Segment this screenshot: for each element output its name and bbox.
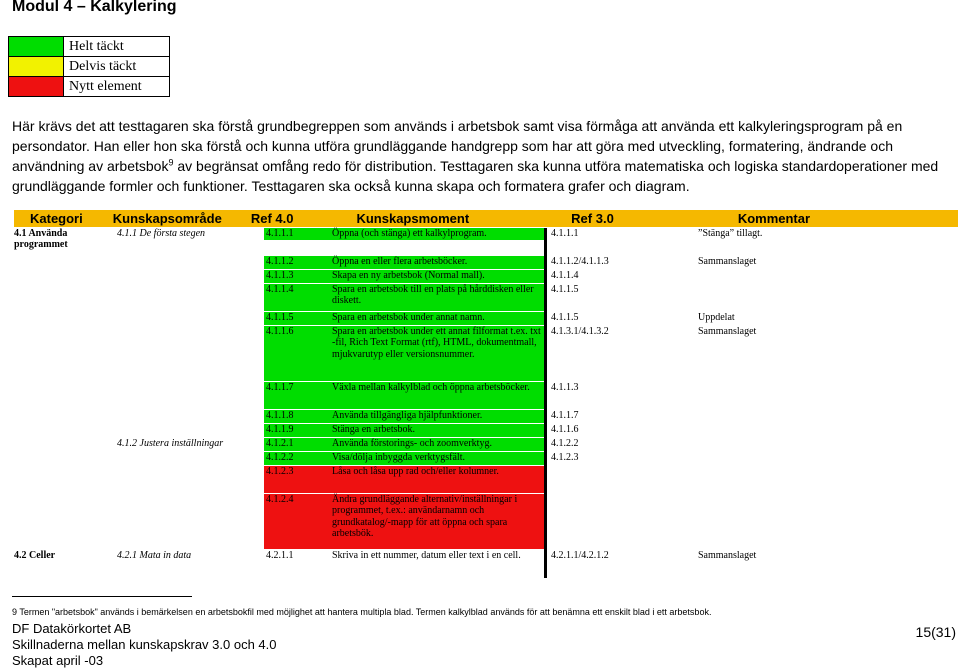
- row-kategori: 4.1 Använda programmet: [14, 228, 68, 251]
- row-kunskapsmoment: Använda förstorings- och zoomverktyg.: [332, 438, 492, 449]
- row-kunskapsmoment: Öppna en eller flera arbetsböcker.: [332, 256, 468, 267]
- color-legend: [8, 36, 170, 97]
- page-number: 15(31): [915, 624, 956, 640]
- header-kunskapsomrade: Kunskapsområde: [112, 211, 222, 226]
- footnote-rule: [12, 596, 192, 597]
- row-ref3: 4.1.2.2: [551, 438, 579, 449]
- row-ref4: 4.1.1.1: [266, 228, 294, 239]
- legend-label: Helt täckt: [69, 39, 124, 54]
- row-kunskapsmoment: Skriva in ett nummer, datum eller text i en cell.: [332, 550, 521, 561]
- row-kunskapsmoment: Spara en arbetsbok till en plats på hårddisken eller diskett.: [332, 284, 534, 307]
- legend-row: [9, 37, 169, 57]
- row-ref3: 4.1.1.5: [551, 284, 579, 295]
- row-ref4: 4.1.1.9: [266, 424, 294, 435]
- row-ref4: 4.1.1.7: [266, 382, 294, 393]
- row-kunskapsmoment: Växla mellan kalkylblad och öppna arbetsböcker.: [332, 382, 530, 393]
- row-ref3: 4.1.1.3: [551, 382, 579, 393]
- column-divider: [544, 228, 547, 578]
- header-ref3: Ref 3.0: [571, 211, 614, 226]
- row-ref4: 4.1.1.2: [266, 256, 294, 267]
- row-ref3: 4.1.3.1/4.1.3.2: [551, 326, 609, 337]
- row-kategori: 4.2 Celler: [14, 550, 56, 561]
- intro-text: av begränsat omfång redo för distribution. Testtagaren ska kunna utföra matematiska och logiska standardoperationer med grundläggande formler och funktioner. Testtagaren ska också kunna skapa och formatera grafer och diagram.: [12, 158, 939, 194]
- row-kommentar: Sammanslaget: [698, 326, 757, 337]
- row-ref3: 4.1.1.5: [551, 312, 579, 323]
- row-ref4: 4.1.1.6: [266, 326, 294, 337]
- footnote-marker: 9: [168, 157, 174, 168]
- row-ref3: 4.1.1.6: [551, 424, 579, 435]
- row-kunskapsmoment: Öppna (och stänga) ett kalkylprogram.: [332, 228, 487, 239]
- row-kunskapsmoment: Stänga en arbetsbok.: [332, 424, 416, 435]
- legend-label: Nytt element: [69, 79, 142, 94]
- row-ref3: 4.1.1.2/4.1.1.3: [551, 256, 609, 267]
- row-kunskapsmoment: Visa/dölja inbyggda verktygsfält.: [332, 452, 465, 463]
- row-kunskapsmoment: Skapa en ny arbetsbok (Normal mall).: [332, 270, 485, 281]
- row-kommentar: Sammanslaget: [698, 256, 757, 267]
- row-ref4: 4.1.2.2: [266, 452, 294, 463]
- row-kunskapsmoment: Använda tillgängliga hjälpfunktioner.: [332, 410, 483, 421]
- page-title: Modul 4 – Kalkylering: [12, 0, 177, 15]
- intro-paragraph: [12, 116, 954, 196]
- row-kunskapsomrade: 4.2.1 Mata in data: [117, 550, 192, 561]
- header-kommentar: Kommentar: [737, 211, 811, 226]
- row-ref3: 4.1.1.7: [551, 410, 579, 421]
- row-ref3: 4.2.1.1/4.2.1.2: [551, 550, 609, 561]
- header-ref4: Ref 4.0: [250, 211, 294, 226]
- row-kunskapsmoment: Ändra grundläggande alternativ/inställningar i programmet, t.ex.: användarnamn och grundkatalog/-mapp för att öppna och spara arbetsbök.: [332, 494, 518, 540]
- legend-swatch-red: [9, 77, 64, 96]
- row-kommentar: ”Stänga” tillagt.: [698, 228, 763, 239]
- row-ref4: 4.1.2.4: [266, 494, 294, 505]
- row-kunskapsmoment: Låsa och låsa upp rad och/eller kolumner.: [332, 466, 499, 477]
- legend-row: [9, 57, 169, 77]
- row-ref4: 4.1.1.4: [266, 284, 294, 295]
- header-kunskapsmoment: Kunskapsmoment: [356, 211, 470, 226]
- row-kunskapsmoment: Spara en arbetsbok under ett annat filformat t.ex. txt -fil, Rich Text Format (rtf), HTML, dokumentmall, mjukvarutyp eller versionsnummer.: [332, 326, 541, 360]
- row-ref4: 4.1.2.3: [266, 466, 294, 477]
- header-kategori: Kategori: [30, 211, 83, 226]
- footer-org: DF Datakörkortet AB: [12, 621, 132, 636]
- row-ref3: 4.1.1.4: [551, 270, 579, 281]
- row-kommentar: Uppdelat: [698, 312, 735, 323]
- row-kunskapsmoment: Spara en arbetsbok under annat namn.: [332, 312, 485, 323]
- footer-doc: Skillnaderna mellan kunskapskrav 3.0 och 4.0: [12, 637, 277, 652]
- legend-label: Delvis täckt: [69, 59, 137, 74]
- legend-swatch-yellow: [9, 57, 64, 76]
- footnote: 9 Termen "arbetsbok" används i bemärkelsen en arbetsbokfil med möjlighet att hantera multipla blad. Termen kalkylblad används för att benämna ett enskilt blad i ett arbetsbok.: [12, 607, 712, 617]
- legend-row: [9, 77, 169, 96]
- row-ref4: 4.2.1.1: [266, 550, 294, 561]
- row-kommentar: Sammanslaget: [698, 550, 757, 561]
- row-ref4: 4.1.1.5: [266, 312, 294, 323]
- legend-swatch-green: [9, 37, 64, 56]
- row-ref3: 4.1.1.1: [551, 228, 579, 239]
- footer-date: Skapat april -03: [12, 653, 104, 668]
- intro-text: Här krävs det att testtagaren ska förstå grundbegreppen som används i arbetsbok samt visa förmåga att använda ett kalkyleringsprogram på en persondator. Han eller hon ska förstå och kunna utföra grundläggande handgrepp som har att göra med utveckling, formatering, ändrande och användning av arbetsbok: [12, 118, 903, 174]
- row-kunskapsomrade: 4.1.2 Justera inställningar: [117, 438, 224, 449]
- row-ref4: 4.1.2.1: [266, 438, 294, 449]
- row-ref4: 4.1.1.8: [266, 410, 294, 421]
- row-ref4: 4.1.1.3: [266, 270, 294, 281]
- table-header: [14, 210, 958, 227]
- row-kunskapsomrade: 4.1.1 De första stegen: [117, 228, 206, 239]
- row-ref3: 4.1.2.3: [551, 452, 579, 463]
